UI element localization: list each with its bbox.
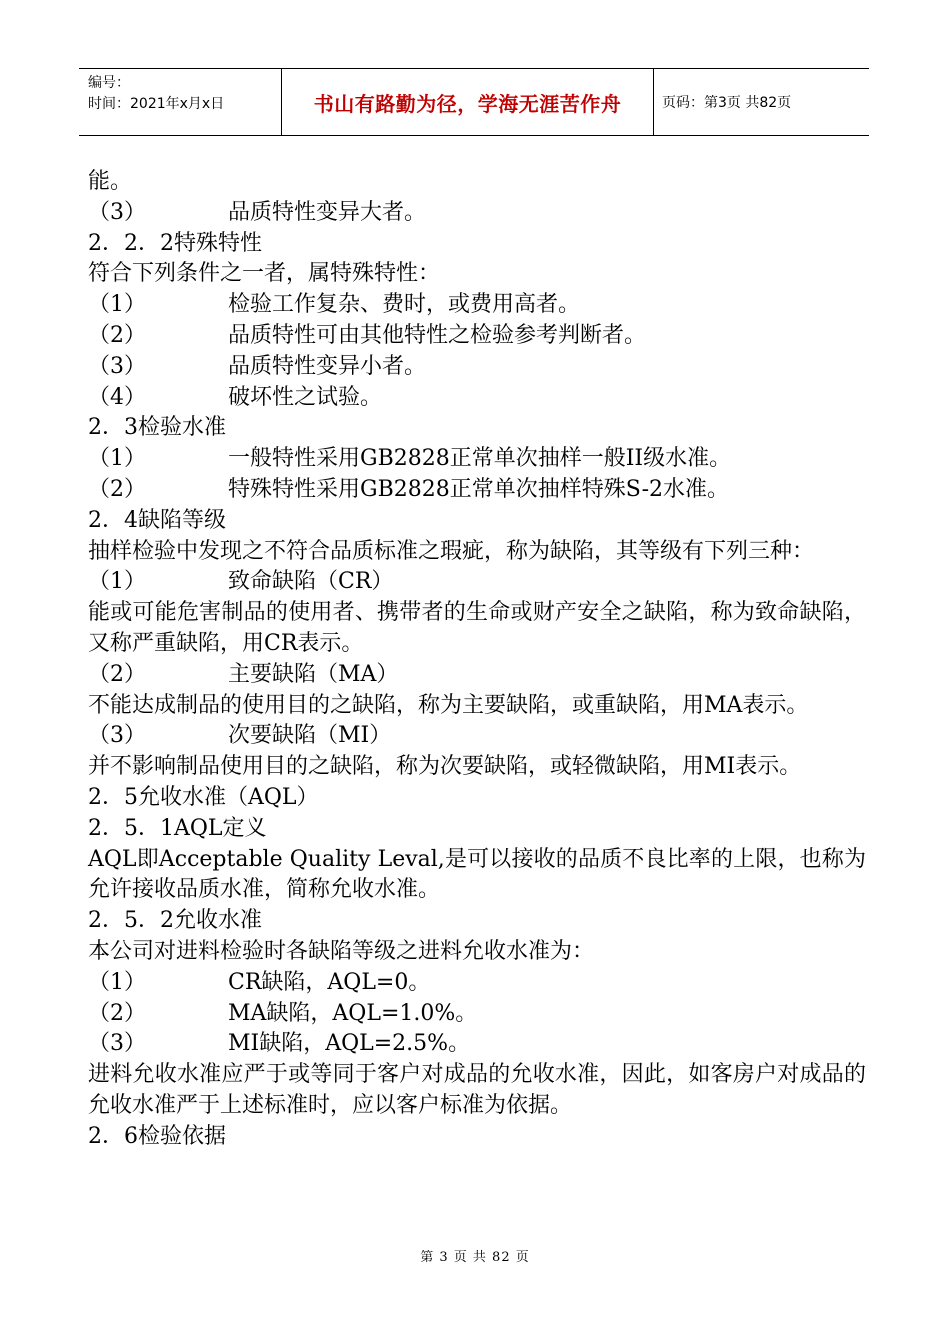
list-item-text: 次要缺陷（MI） <box>228 723 392 749</box>
document-date: 时间：2021年x月x日 <box>88 96 225 112</box>
document-code-label: 编号： <box>88 75 130 91</box>
list-item-text: 致命缺陷（CR） <box>228 569 394 595</box>
list-item-number: （1） <box>88 569 146 595</box>
header-page-info: 页码：第3页 共82页 <box>662 95 792 111</box>
list-item <box>88 290 866 321</box>
list-item <box>88 321 866 352</box>
list-item-number: （2） <box>88 661 146 687</box>
list-item-text: 主要缺陷（MA） <box>228 661 399 687</box>
list-item-number: （4） <box>88 384 146 410</box>
paragraph: 能或可能危害制品的使用者、携带者的生命或财产安全之缺陷，称为致命缺陷，又称严重缺陷，用CR表示。 <box>88 600 866 656</box>
text-line: 2．6检验依据 <box>88 1123 226 1149</box>
list-item <box>88 383 866 414</box>
text-line: 2．4缺陷等级 <box>88 507 226 533</box>
list-item-number: （3） <box>88 353 146 379</box>
list-item-text: MI缺陷，AQL=2.5%。 <box>228 1031 471 1057</box>
list-item-number: （1） <box>88 969 146 995</box>
list-item <box>88 968 866 999</box>
list-item-number: （1） <box>88 446 146 472</box>
list-item-text: 破坏性之试验。 <box>228 384 383 410</box>
list-item-text: 品质特性变异小者。 <box>228 353 427 379</box>
text-line: 本公司对进料检验时各缺陷等级之进料允收水准为： <box>88 938 595 964</box>
paragraph: 并不影响制品使用目的之缺陷，称为次要缺陷，或轻微缺陷，用MI表示。 <box>88 754 802 780</box>
list-item-number: （2） <box>88 322 146 348</box>
list-item-text: 品质特性可由其他特性之检验参考判断者。 <box>228 322 647 348</box>
list-item-number: （2） <box>88 1000 146 1026</box>
list-item-number: （3） <box>88 199 146 225</box>
header-motto: 书山有路勤为径，学海无涯苦作舟 <box>281 69 654 135</box>
page-header <box>79 68 869 136</box>
text-line: 2．3检验水准 <box>88 415 226 441</box>
list-item <box>88 198 866 229</box>
paragraph: 抽样检验中发现之不符合品质标准之瑕疵，称为缺陷，其等级有下列三种： <box>88 538 815 564</box>
list-item-number: （3） <box>88 723 146 749</box>
page-footer: 第 3 页 共 82 页 <box>420 1250 530 1265</box>
list-item-number: （3） <box>88 1031 146 1057</box>
text-line: 2．5．1AQL定义 <box>88 815 267 841</box>
list-item <box>88 567 866 598</box>
list-item <box>88 999 866 1030</box>
text-line: 符合下列条件之一者，属特殊特性： <box>88 261 441 287</box>
list-item-text: 检验工作复杂、费时，或费用高者。 <box>228 292 581 318</box>
text-line: 2．2．2特殊特性 <box>88 230 262 256</box>
list-item-number: （1） <box>88 292 146 318</box>
paragraph: AQL即Acceptable Quality Leval,是可以接收的品质不良比率的上限，也称为允许接收品质水准，简称允收水准。 <box>88 846 866 903</box>
paragraph: 进料允收水准应严于或等同于客户对成品的允收水准，因此，如客房户对成品的允收水准严于上述标准时，应以客户标准为依据。 <box>88 1062 866 1118</box>
list-item <box>88 721 866 752</box>
list-item-text: 特殊特性采用GB2828正常单次抽样特殊S-2水准。 <box>228 476 730 502</box>
header-left-cell <box>79 69 281 135</box>
paragraph: 不能达成制品的使用目的之缺陷，称为主要缺陷，或重缺陷，用MA表示。 <box>88 692 809 718</box>
list-item <box>88 660 866 691</box>
list-item <box>88 352 866 383</box>
document-body <box>88 167 866 1153</box>
list-item-text: CR缺陷，AQL=0。 <box>228 969 431 995</box>
list-item-number: （2） <box>88 476 146 502</box>
text-line: 能。 <box>88 169 133 194</box>
text-line: 2．5．2允收水准 <box>88 908 262 934</box>
list-item <box>88 1029 866 1060</box>
list-item-text: MA缺陷，AQL=1.0%。 <box>228 1000 478 1026</box>
list-item-text: 一般特性采用GB2828正常单次抽样一般II级水准。 <box>228 446 732 472</box>
list-item <box>88 444 866 475</box>
list-item <box>88 475 866 506</box>
list-item-text: 品质特性变异大者。 <box>228 199 427 225</box>
text-line: 2．5允收水准（AQL） <box>88 784 319 810</box>
